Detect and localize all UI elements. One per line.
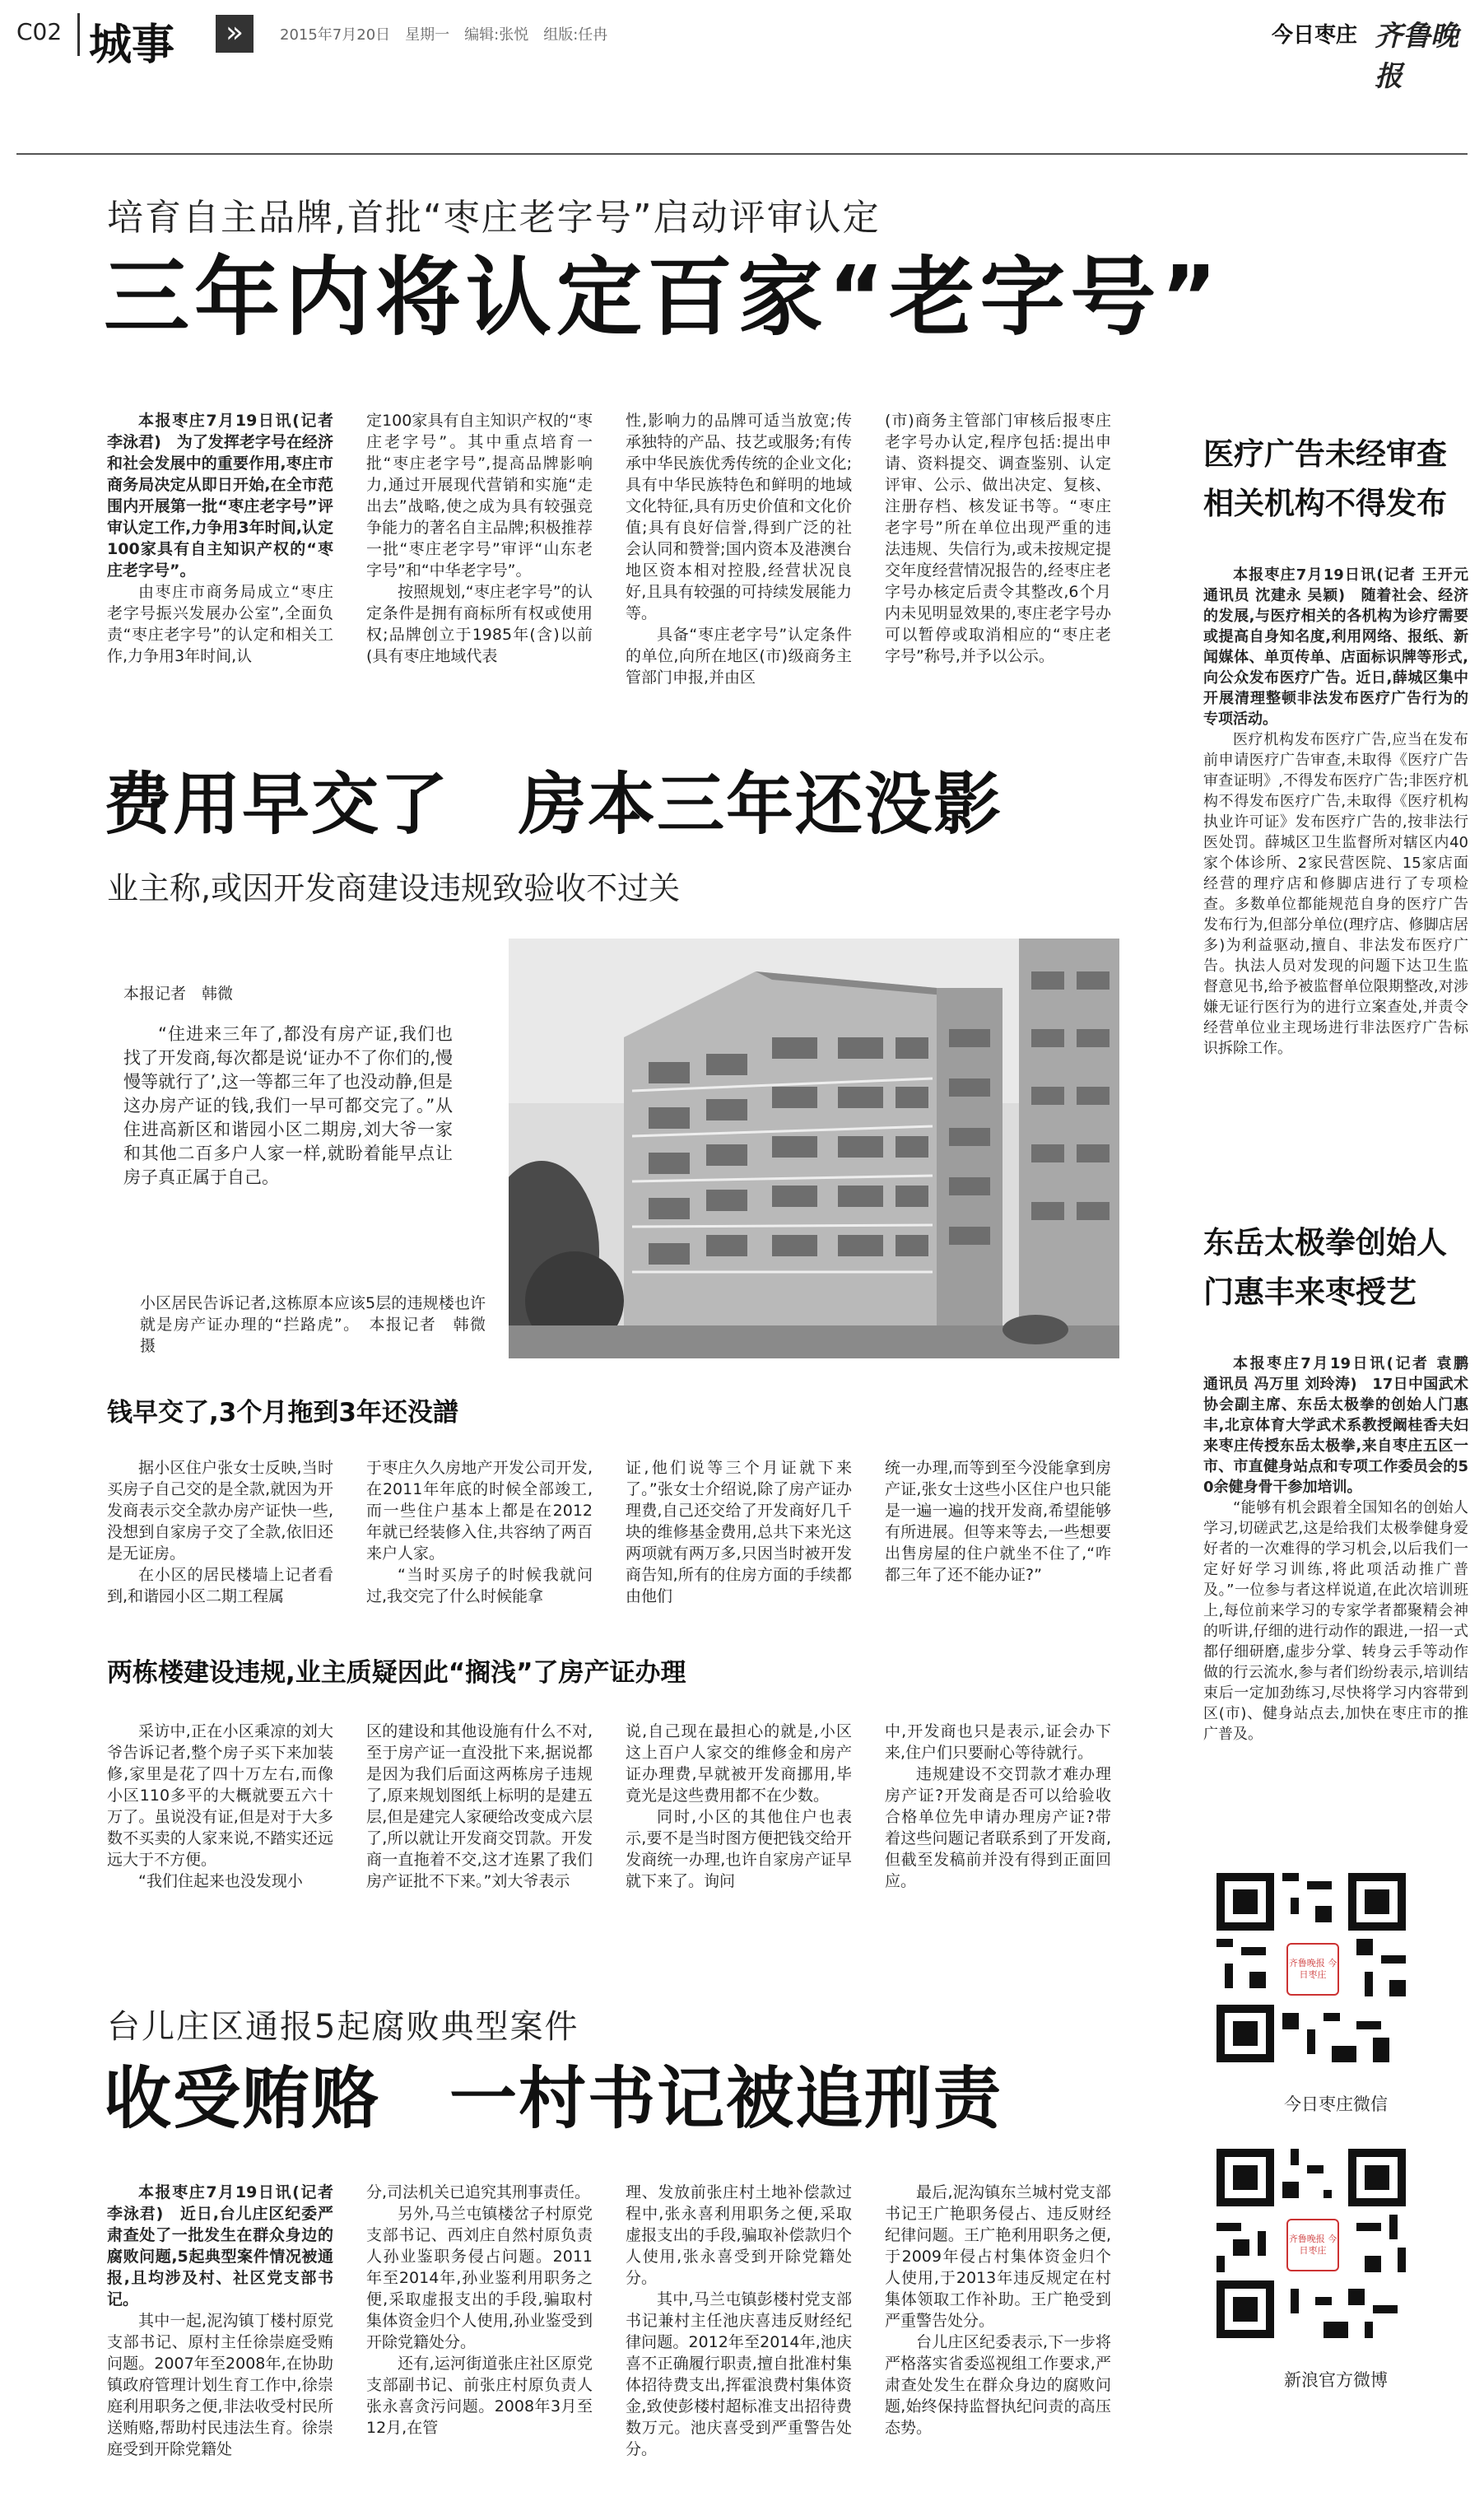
article3-para: 最后,泥沟镇东兰城村党支部书记王广艳职务侵占、违反财经纪律问题。王广艳利用职务之便,于2009年侵占村集体资金归个人使用,于2013年违反规定在村集体领取工作补助。王广艳受到严重警告处分。 [885,2183,1111,2330]
article1-para: (市)商务主管部门审核后报枣庄老字号办认定,程序包括:提出申请、资料提交、调查鉴别、认定评审、公示、做出决定、复核、注册存档、核发证书等。“枣庄老字号”所在单位出现严重的违法违规、失信行为,或未按规定提交年度经营情况报告的,经枣庄老字号办核定后责令其整改,6个月内未见明显效果的,枣庄老字号办可以暂停或取消相应的“枣庄老字号”称号,并予以公示。 [885,412,1111,665]
article3-para: 还有,运河街道张庄社区原党支部副书记、前张庄村原负责人张永喜贪污问题。2008年3月至12月,在管 [366,2355,593,2437]
qr-logo-text: 齐鲁晚报 今日枣庄 [1288,1958,1337,1980]
sidebar1-headline: 医疗广告未经审查相关机构不得发布 [1203,436,1447,521]
article1-kicker: 培育自主品牌,首批“枣庄老字号”启动评审认定 [107,197,881,239]
article2-para: 证,他们说等三个月证就下来了。”张女士介绍说,除了房产证办理费,自己还交给了开发商好几千块的维修基金费用,总共下来光这两项就有两万多,只因当时被开发商告知,所有的住房方面的手续都由他们 [626,1459,852,1605]
wechat-qr-code[interactable] [1217,1873,1406,2062]
article3-kicker: 台儿庄区通报5起腐败典型案件 [107,2008,579,2046]
sidebar2-para: 本报枣庄7月19日讯(记者 袁鹏 通讯员 冯万里 刘玲涛) 17日中国武术协会副主席、东岳太极拳的创始人门惠丰,北京体育大学武术系教授阚桂香夫妇来枣庄传授东岳太极拳,来自枣庄五区一市、市直健身站点和专项工作委员会的50余健身骨干参加培训。 [1203,1355,1483,1496]
header-rule [16,153,1468,155]
article1-col3 [626,410,852,698]
article3-col4 [885,2182,1111,2503]
article1-para: 按照规划,“枣庄老字号”的认定条件是拥有商标所有权或使用权;品牌创立于1985年(含)以前(具有枣庄地域代表 [366,583,593,665]
article3-para: 台儿庄区纪委表示,下一步将严格落实省委巡视组工作要求,严肃查处发生在群众身边的腐败问题,始终保持监督执纪问责的高压态势。 [885,2333,1111,2437]
article2-para: 统一办理,而等到至今没能拿到房产证,张女士这些小区住户也只能是一遍一遍的找开发商,希望能够有所进展。但等来等去,一些想要出售房屋的住户就坐不住了,“咋都三年了还不能办证?” [885,1459,1111,1584]
sidebar1-para: 医疗机构发布医疗广告,应当在发布前申请医疗广告审查,未取得《医疗广告审查证明》,不得发布医疗广告;非医疗机构不得发布医疗广告,未取得《医疗机构执业许可证》发布医疗广告的,按非法行医处罚。薛城区卫生监督所对辖区内40家个体诊所、2家民营医院、15家店面经营的理疗店和修脚店进行了专项检查。多数单位都能规范自身的医疗广告发布行为,但部分单位(理疗店、修脚店居多)为利益驱动,擅自、非法发布医疗广告。执法人员对发现的问题下达卫生监督意见书,给予被监督单位限期整改,对涉嫌无证行医行为的进行立案查处,并责令经营单位业主现场进行非法医疗广告标识拆除工作。 [1203,731,1468,1057]
article3-para: 本报枣庄7月19日讯(记者 李泳君) 近日,台儿庄区纪委严肃查处了一批发生在群众身边的腐败问题,5起典型案件情况被通报,且均涉及村、社区党支部书记。 [107,2183,333,2308]
section-name: 城事 [89,21,175,70]
article2-photo-caption [140,1293,502,1357]
article3-para: 分,司法机关已追究其刑事责任。 [366,2183,591,2201]
apartment-building-image [509,939,1119,1358]
paper-brand: 齐鲁晚报 [1375,20,1458,93]
article2-para: 在小区的居民楼墙上记者看到,和谐园小区二期工程属 [107,1566,333,1605]
article2-para: “当时买房子的时候我就问过,我交完了什么时候能拿 [366,1566,593,1605]
article2-para: 区的建设和其他设施有什么不对,至于房产证一直没批下来,据说都是因为我们后面这两栋房子违规了,原来规划图纸上标明的是建五层,但是建完人家硬给改变成六层了,所以就让开发商交罚款。开发商一直拖着不交,这才连累了我们房产证批不下来。”刘大爷表示 [366,1722,593,1890]
header-meta: 2015年7月20日 星期一 编辑:张悦 组版:任冉 [280,26,608,44]
weibo-qr-label: 新浪官方微博 [1284,2370,1388,2390]
article2-para: “我们住起来也没发现小 [138,1872,303,1890]
page-number: C02 [16,18,63,45]
article1-para: 本报枣庄7月19日讯(记者 李泳君) 为了发挥老字号在经济和社会发展中的重要作用,枣庄市商务局决定从即日开始,在全市范围内开展第一批“枣庄老字号”评审认定工作,力争用3年时间,认定100家具有自主知识产权的“枣庄老字号”。 [107,412,333,580]
weibo-qr-code[interactable] [1217,2149,1406,2338]
article2-para: 据小区住户张女士反映,当时买房子自己交的是全款,就因为开发商表示交全款办房产证快一些,没想到自家房子交了全款,依旧还是无证房。 [107,1459,333,1563]
article2-intro-text: “住进来三年了,都没有房产证,我们也找了开发商,每次都是说‘证办不了你们的,慢慢等就行了’,这一等都三年了也没动静,但是这办房产证的钱,我们一早可都交完了。”从住进高新区和谐园小区二期房,刘大爷一家和其他二百多户人家一样,就盼着能早点让房子真正属于自己。 [123,1024,453,1187]
article2-para: 于枣庄久久房地产开发公司开发,在2011年年底的时候全部竣工,而一些住户基本上都是在2012年就已经装修入住,共容纳了两百来户人家。 [366,1459,593,1563]
qr-logo [1286,2219,1339,2271]
article1-headline: 三年内将认定百家“老字号” [104,247,1222,347]
caption-text: 小区居民告诉记者,这栋原本应该5层的违规楼也许就是房产证办理的“拦路虎”。 本报记者 韩微 摄 [140,1294,502,1355]
qr-logo [1286,1943,1339,1996]
sidebar2-body [1203,1353,1483,1864]
article2-s2-col3 [626,1721,852,1931]
page-header [0,0,1484,93]
article2-s1-col4 [885,1457,1111,1614]
header-divider [77,13,80,56]
sidebar2-headline: 东岳太极拳创始人门惠丰来枣授艺 [1203,1225,1447,1310]
article2-para: 采访中,正在小区乘凉的刘大爷告诉记者,整个房子买下来加装修,家里是花了四十万左右,而像小区110多平的大概就要五六十万了。虽说没有证,但是对于大多数不买卖的人家来说,不踏实还远远大于不方便。 [107,1722,333,1869]
article3-para: 其中一起,泥沟镇丁楼村原党支部书记、原村主任徐崇庭受贿问题。2007年至2008年,在协助镇政府管理计划生育工作中,徐崇庭利用职务之便,非法收受村民所送贿赂,帮助村民违法生育。徐崇庭受到开除党籍处 [107,2312,333,2458]
sidebar1-para: 本报枣庄7月19日讯(记者 王开元 通讯员 沈建永 吴颖) 随着社会、经济的发展,与医疗相关的各机构为诊疗需要或提高自身知名度,利用网络、报纸、新闻媒体、单页传单、店面标识牌等形式,向公众发布医疗广告。近日,薛城区集中开展清理整顿非法发布医疗广告行为的专项活动。 [1203,566,1483,728]
article1-para: 由枣庄市商务局成立“枣庄老字号振兴发展办公室”,全面负责“枣庄老字号”的认定和相关工作,力争用3年时间,认 [107,583,333,665]
article1-col1 [107,410,333,698]
article1-col4 [885,410,1111,698]
article3-para: 其中,马兰屯镇彭楼村党支部书记兼村主任池庆喜违反财经纪律问题。2012年至2014年,池庆喜不正确履行职责,擅自批准村集体招待费支出,挥霍浪费村集体资金,致使彭楼村超标准支出招待费数万元。池庆喜受到严重警告处分。 [626,2290,852,2458]
article2-para: 说,自己现在最担心的就是,小区这上百户人家交的维修金和房产证办理费,早就被开发商挪用,毕竟光是这些费用都不在少数。 [626,1722,852,1805]
article2-intro [123,1023,453,1190]
article2-para: 中,开发商也只是表示,证会办下来,住户们只要耐心等待就行。 [885,1722,1111,1762]
wechat-qr-label: 今日枣庄微信 [1284,2094,1388,2114]
article2-s1-col3 [626,1457,852,1614]
article2-photo [509,939,1119,1358]
article3-headline: 收受贿赂 一村书记被追刑责 [104,2060,1003,2138]
arrow-glyph: » [225,16,244,49]
article1-col2 [366,410,593,698]
article2-section2-heading: 两栋楼建设违规,业主质疑因此“搁浅”了房产证办理 [107,1658,686,1688]
article2-s1-col1 [107,1457,333,1614]
article2-byline: 本报记者 韩微 [123,985,234,1003]
article1-para: 定100家具有自主知识产权的“枣庄老字号”。其中重点培育一批“枣庄老字号”,提高品牌影响力,通过开展现代营销和实施“走出去”战略,使之成为具有较强竞争能力的著名自主品牌;积极推荐一批“枣庄老字号”审评“山东老字号”和“中华老字号”。 [366,412,593,580]
article2-section1-heading: 钱早交了,3个月拖到3年还没譜 [107,1398,458,1428]
sidebar1-body [1203,565,1483,1166]
article2-subtitle: 业主称,或因开发商建设违规致验收不过关 [107,870,681,906]
article2-s1-col2 [366,1457,593,1614]
paper-name: 今日枣庄 [1272,23,1358,48]
article3-col2 [366,2182,593,2503]
article3-col1 [107,2182,333,2503]
article3-para: 另外,马兰屯镇楼岔子村原党支部书记、西刘庄自然村原负责人孙业鉴职务侵占问题。2011年至2014年,孙业鉴利用职务之便,采取虚报支出的手段,骗取村集体资金归个人使用,孙业鉴受到开除党籍处分。 [366,2205,593,2351]
qr-logo-text: 齐鲁晚报 今日枣庄 [1288,2234,1337,2256]
article2-para: 同时,小区的其他住户也表示,要不是当时图方便把钱交给开发商统一办理,也许自家房产证早就下来了。询问 [626,1808,852,1890]
article2-s2-col2 [366,1721,593,1931]
article2-para: 违规建设不交罚款才难办理房产证?开发商是否可以给验收合格单位先申请办理房产证?带着这些问题记者联系到了开发商,但截至发稿前并没有得到正面回应。 [885,1765,1111,1890]
sidebar2-para: “能够有机会跟着全国知名的创始人学习,切磋武艺,这是给我们太极拳健身爱好者的一次难得的学习机会,以后我们一定好好学习训练,将此项活动推广普及。”一位参与者这样说道,在此次培训班上,每位前来学习的专家学者都聚精会神的听讲,仔细的进行动作的跟进,一招一式都仔细研磨,虚步分掌、转身云手等动作做的行云流水,参与者们纷纷表示,培训结束后一定加劲练习,尽快将学习内容带到区(市)、健身站点去,加快在枣庄市的推广普及。 [1203,1499,1468,1743]
article1-para: 性,影响力的品牌可适当放宽;传承独特的产品、技艺或服务;有传承中华民族优秀传统的企业文化;具有中华民族特色和鲜明的地域文化特征,具有历史价值和文化价值;具有良好信誉,得到广泛的社会认同和赞誉;国内资本及港澳台地区资本相对控股,经营状况良好,且具有较强的可持续发展能力等。 [626,412,852,622]
article1-para: 具备“枣庄老字号”认定条件的单位,向所在地区(市)级商务主管部门申报,并由区 [626,626,852,687]
article2-s2-col1 [107,1721,333,1931]
article3-col3 [626,2182,852,2503]
section-arrow-icon [216,15,254,53]
article2-headline: 费用早交了 房本三年还没影 [104,766,1003,844]
article3-para: 理、发放前张庄村土地补偿款过程中,张永喜利用职务之便,采取虚报支出的手段,骗取补偿款归个人使用,张永喜受到开除党籍处分。 [626,2183,852,2287]
article2-s2-col4 [885,1721,1111,1931]
